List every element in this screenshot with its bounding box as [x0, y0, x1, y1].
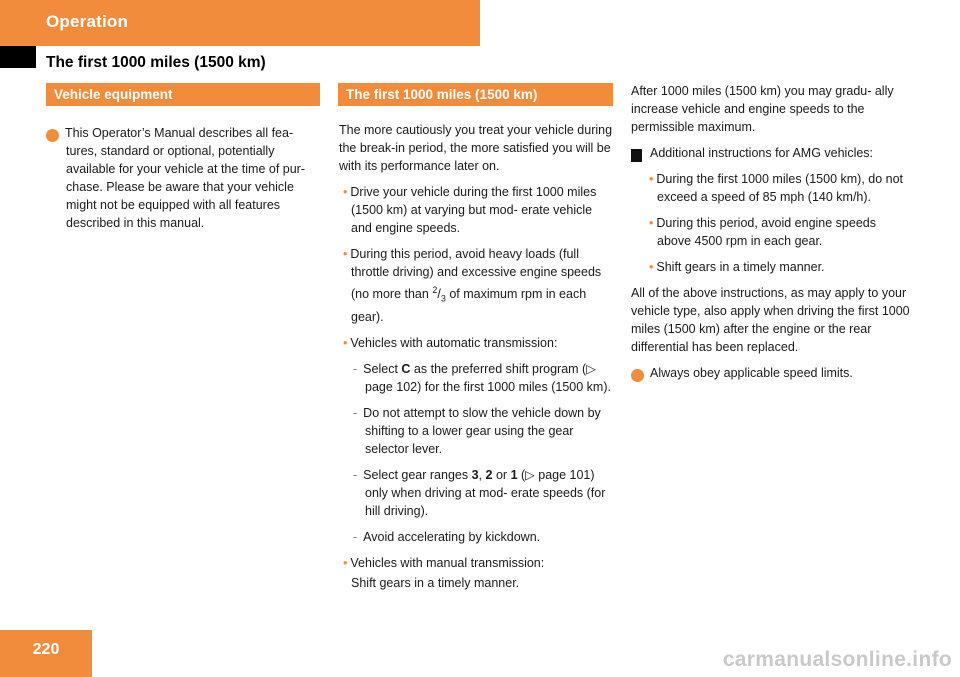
- bullet-item: • Vehicles with manual transmission:: [343, 555, 545, 570]
- bullet-item: • Drive your vehicle during the first 1000 miles (1500 km) at varying but mod- erate vehicle and engine speeds.: [343, 185, 597, 235]
- section-title-vehicle-equipment: Vehicle equipment: [46, 83, 320, 106]
- info-note: i This Operator’s Manual describes all fea- tures, standard or optional, potentially available for your vehicle at the time of pur- chase. Please be aware that your vehicle might not be equipped with all features described in this manual.: [40, 126, 306, 230]
- page-number: 220: [0, 630, 92, 677]
- info-icon: i: [631, 369, 644, 382]
- after-1000-paragraph: After 1000 miles (1500 km) you may gradu- ally increase vehicle and engine speeds to the permissible maximum.: [631, 84, 894, 134]
- middle-column: [339, 121, 615, 600]
- corner-tab: [0, 46, 36, 68]
- bullet-dot-icon: •: [649, 216, 654, 230]
- chapter-header-bar: [0, 0, 480, 46]
- dash-item: - Select gear ranges 3, 2 or 1 (▷ page 101) only when driving at mod- erate speeds (for hill driving).: [353, 467, 606, 518]
- left-column: [40, 124, 324, 240]
- gear-c: C: [401, 361, 411, 376]
- bullet-item: • Shift gears in a timely manner.: [649, 260, 825, 274]
- bullet-item: • During this period, avoid heavy loads (full throttle driving) and excessive engine speeds (no more than $^2/_3$ of maximum rpm in each gear).: [343, 247, 602, 324]
- dash-icon: -: [353, 467, 358, 482]
- dash-item: - Select C as the preferred shift program (▷ page 102) for the first 1000 miles (1500 km).: [353, 361, 611, 394]
- bullet-dot-icon: •: [649, 260, 654, 274]
- bullet-dot-icon: •: [343, 185, 348, 199]
- dash-icon: -: [353, 361, 358, 376]
- bullet-dot-icon: •: [343, 247, 348, 261]
- exclamation-icon: !: [631, 149, 642, 162]
- gear-1: 1: [510, 467, 518, 482]
- intro-paragraph: The more cautiously you treat your vehicle during the break-in period, the more satisfied you will be with its performance later on.: [339, 123, 613, 173]
- dash-item: - Do not attempt to slow the vehicle down by shifting to a lower gear using the gear selector lever.: [353, 405, 601, 456]
- warning-note: ! Additional instructions for AMG vehicles:: [624, 146, 874, 161]
- gear-3: 3: [471, 467, 479, 482]
- fraction-numerator: 2: [432, 285, 438, 295]
- bullet-item: • Vehicles with automatic transmission:: [343, 335, 558, 350]
- dash-icon: -: [353, 405, 358, 420]
- dash-icon: -: [353, 529, 358, 544]
- chapter-title: Operation: [46, 12, 129, 31]
- replacement-paragraph: All of the above instructions, as may apply to your vehicle type, also apply when driving the first 1000 miles (1500 km) after the engine or the rear differential has been replaced.: [631, 286, 910, 354]
- info-icon: i: [46, 129, 59, 142]
- gear-2: 2: [485, 467, 493, 482]
- info-note: i Always obey applicable speed limits.: [625, 366, 853, 381]
- bullet-dot-icon: •: [343, 555, 348, 570]
- bullet-dot-icon: •: [649, 172, 654, 186]
- right-column: [624, 82, 911, 390]
- section-title-first-1000-miles: The first 1000 miles (1500 km): [338, 83, 613, 106]
- dash-item: - Avoid accelerating by kickdown.: [353, 529, 541, 544]
- bullet-item: • During this period, avoid engine speeds above 4500 rpm in each gear.: [649, 216, 876, 248]
- watermark: carmanualsonline.info: [722, 648, 952, 671]
- bullet-follow-text: Shift gears in a timely manner.: [351, 575, 520, 590]
- bullet-dot-icon: •: [343, 335, 348, 350]
- page-heading: The first 1000 miles (1500 km): [46, 54, 266, 71]
- fraction-denominator: 3: [440, 293, 446, 304]
- bullet-item: • During the first 1000 miles (1500 km), do not exceed a speed of 85 mph (140 km/h).: [649, 172, 904, 204]
